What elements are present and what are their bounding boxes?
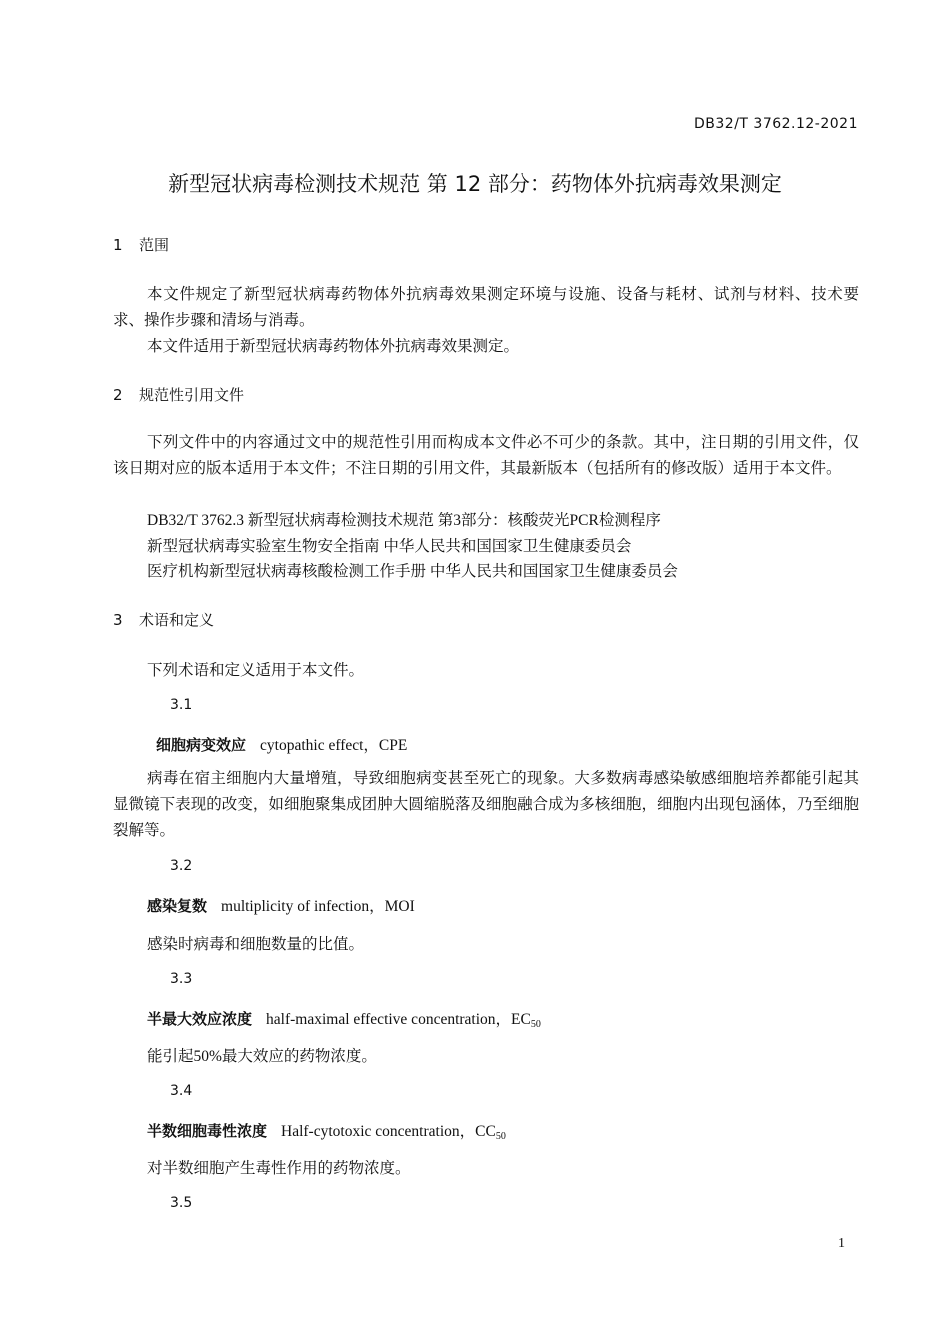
subscript: 50: [495, 1131, 506, 1142]
page-number: 1: [838, 1236, 845, 1251]
section-number: 2: [113, 386, 123, 404]
paragraph: 下列术语和定义适用于本文件。: [147, 662, 365, 679]
paragraph: 本文件规定了新型冠状病毒药物体外抗病毒效果测定环境与设施、设备与耗材、试剂与材料、技术要求、操作步骤和清场与消毒。: [113, 286, 859, 329]
term-definition: 感染时病毒和细胞数量的比值。: [147, 936, 365, 953]
reference-item: DB32/T 3762.3 新型冠状病毒检测技术规范 第3部分：核酸荧光PCR检测程序: [147, 512, 661, 529]
term-chinese: 细胞病变效应: [156, 736, 247, 754]
subscript: 50: [530, 1019, 541, 1030]
term-definition: 对半数细胞产生毒性作用的药物浓度。: [147, 1160, 411, 1177]
term-english: [281, 1123, 506, 1140]
term-english-text: Half-cytotoxic concentration，CC: [281, 1123, 496, 1140]
paragraph: 下列文件中的内容通过文中的规范性引用而构成本文件必不可少的条款。其中，注日期的引用文件，仅该日期对应的版本适用于本文件；不注日期的引用文件，其最新版本（包括所有的修改版）适用于本文件。: [113, 434, 859, 477]
section-1-body: [113, 282, 859, 360]
section-title: 术语和定义: [139, 611, 215, 629]
term-english: [266, 1011, 541, 1028]
document-number: DB32/T 3762.12-2021: [694, 116, 858, 132]
reference-item: 医疗机构新型冠状病毒核酸检测工作手册 中华人民共和国国家卫生健康委员会: [147, 563, 678, 580]
term-chinese: 感染复数: [147, 897, 208, 915]
term-heading: [147, 894, 415, 916]
paragraph: 病毒在宿主细胞内大量增殖，导致细胞病变甚至死亡的现象。大多数病毒感染敏感细胞培养都能引起其显微镜下表现的改变，如细胞聚集成团肿大圆缩脱落及细胞融合成为多核细胞，细胞内出现包涵体，乃至细胞裂解等。: [113, 770, 859, 839]
section-number: 3: [113, 611, 123, 629]
term-number: 3.3: [170, 971, 193, 987]
section-1-heading: [113, 234, 169, 255]
reference-item: 新型冠状病毒实验室生物安全指南 中华人民共和国国家卫生健康委员会: [147, 538, 632, 555]
term-number: 3.5: [170, 1195, 193, 1211]
paragraph: 本文件适用于新型冠状病毒药物体外抗病毒效果测定。: [147, 338, 520, 355]
page-title: 新型冠状病毒检测技术规范 第 12 部分：药物体外抗病毒效果测定: [168, 172, 782, 196]
section-number: 1: [113, 236, 123, 254]
term-definition: [113, 766, 859, 844]
term-number: 3.2: [170, 858, 193, 874]
term-chinese: 半最大效应浓度: [147, 1010, 253, 1028]
term-number: 3.1: [170, 697, 193, 713]
term-heading: [156, 733, 407, 755]
term-definition: 能引起50%最大效应的药物浓度。: [147, 1048, 377, 1065]
section-2-heading: [113, 384, 244, 405]
term-chinese: 半数细胞毒性浓度: [147, 1122, 268, 1140]
term-heading: [147, 1119, 506, 1142]
term-english-text: half-maximal effective concentration，EC: [266, 1011, 531, 1028]
term-english: multiplicity of infection，MOI: [221, 898, 415, 915]
section-title: 规范性引用文件: [139, 386, 245, 404]
section-2-body: [113, 430, 859, 482]
term-heading: [147, 1007, 541, 1030]
section-title: 范围: [139, 236, 170, 254]
term-english: cytopathic effect，CPE: [260, 737, 408, 754]
term-number: 3.4: [170, 1083, 193, 1099]
section-3-heading: [113, 609, 214, 630]
